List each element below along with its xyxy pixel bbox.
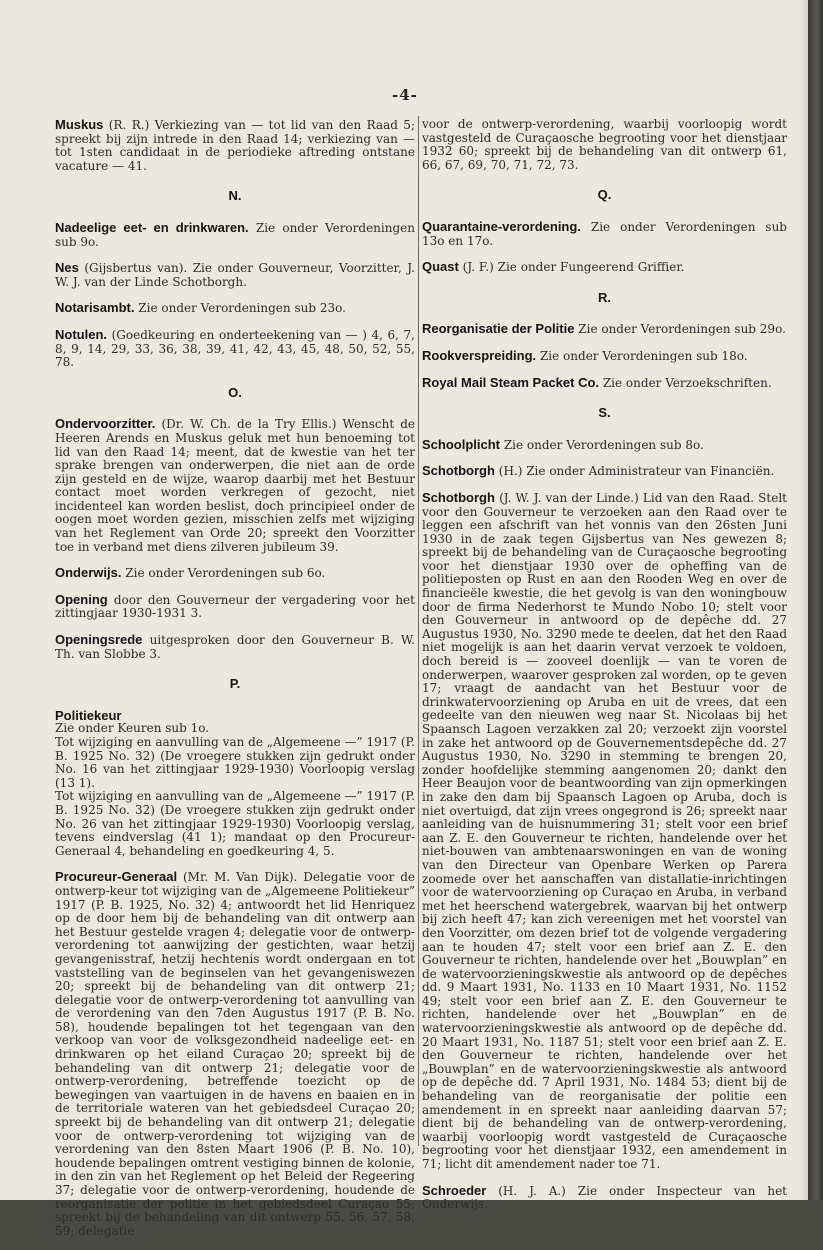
right-column	[422, 118, 787, 1224]
entry-text: (J. F.) Zie onder Fungeerend Griffier.	[462, 260, 685, 275]
index-entry	[55, 118, 415, 173]
entry-text: (Goedkeuring en onderteekening van — ) 4, 6, 7, 8, 9, 14, 29, 33, 36, 38, 39, 41, 42, 43, 45, 48, 50, 52, 55, 78.	[55, 327, 415, 370]
entry-term: Muskus	[55, 117, 104, 132]
entry-text: Zie onder Verzoekschriften.	[602, 375, 772, 390]
entry-text: Zie onder Verordeningen sub 23o.	[138, 301, 346, 316]
index-entry	[422, 220, 787, 248]
entry-term: Schoolplicht	[422, 436, 500, 452]
entry-term: Schotborgh	[422, 463, 495, 479]
entry-text: uitgesproken door den Gouverneur B. W. Th. van Slobbe 3.	[55, 633, 415, 661]
index-entry	[55, 417, 415, 554]
index-entry	[422, 491, 787, 1172]
entry-term: Royal Mail Steam Packet Co.	[422, 374, 600, 390]
entry-paragraph: Tot wijziging en aanvulling van de „Algemeene —” 1917 (P. B. 1925 No. 32) (De vroegere stukken zijn gedrukt onder No. 16 van het zittingjaar 1929-1930) Voorloopig verslag (13 1).	[55, 735, 415, 790]
section-letter: N.	[228, 188, 242, 204]
section-letter: Q.	[597, 187, 612, 203]
index-entry	[55, 566, 415, 581]
index-entry	[55, 328, 415, 370]
entry-text: (R. R.) Verkiezing van — tot lid van den Raad 5; spreekt bij zijn intrede in den Raad 14; verkiezing van — tot 1sten candidaat in de periodieke aftreding ontstane vacature — 41.	[55, 118, 415, 173]
section-letter: O.	[228, 384, 242, 400]
entry-text: Zie onder Verordeningen sub 18o.	[539, 348, 748, 363]
index-entry	[55, 870, 415, 1238]
index-entry	[422, 376, 787, 391]
index-entry	[422, 260, 787, 275]
entry-term: Onderwijs.	[55, 565, 122, 581]
entry-text: (Gijsbertus van). Zie onder Gouverneur, Voorzitter, J. W. J. van der Linde Schotborgh.	[55, 261, 415, 289]
entry-term: Ondervoorzitter.	[55, 416, 156, 432]
entry-term: Openingsrede	[55, 632, 143, 648]
index-entry	[55, 301, 415, 316]
entry-term: Reorganisatie der Politie	[422, 321, 575, 337]
index-entry	[422, 1184, 787, 1212]
column-divider	[418, 116, 419, 1146]
index-entry	[422, 438, 787, 453]
entry-term: Opening	[55, 591, 108, 607]
entry-term: Schotborgh	[422, 489, 495, 505]
entry-text: (Dr. W. Ch. de la Try Ellis.) Wenscht de Heeren Arends en Muskus geluk met hun benoeming tot lid van den Raad 14; meent, dat de kwestie van het ter sprake brengen van onderwerpen, die niet aan de orde zijn gesteld en de wijze, waarop daarbij met het Bestuur contact moet worden verkregen of gezocht, niet incidenteel kan worden beslist, doch principieel onder de oogen moet worden gezien, misschien zelfs met wijziging van het Reglement van Orde 20; spreekt den Voorzitter toe in verband met diens zilveren jubileum 39.	[55, 417, 415, 554]
index-entry	[422, 118, 787, 172]
entry-text: Zie onder Verordeningen sub 6o.	[125, 566, 326, 581]
index-entry	[55, 261, 415, 289]
entry-term: Notulen.	[55, 326, 107, 342]
entry-term: Quarantaine-verordening.	[422, 218, 581, 234]
index-entry	[55, 221, 415, 249]
entry-term: Quast	[422, 259, 459, 275]
index-entry	[55, 593, 415, 621]
entry-term: Nadeelige eet- en drinkwaren.	[55, 219, 249, 235]
entry-term: Schroeder	[422, 1182, 487, 1198]
left-column	[55, 118, 415, 1250]
section-letter: R.	[598, 289, 611, 305]
index-entry	[422, 322, 787, 337]
section-letter: P.	[229, 676, 241, 692]
index-entry	[422, 349, 787, 364]
section-letter: S.	[598, 405, 611, 421]
entry-paragraph: Tot wijziging en aanvulling van de „Algemeene —” 1917 (P. B. 1925 No. 32) (De vroegere stukken zijn gedrukt onder No. 26 van het zittingjaar 1929-1930) Voorloopig verslag, tevens eindverslag (41 1); mandaat op den Procureur-Generaal 4, behandeling en goedkeuring 4, 5.	[55, 789, 415, 858]
entry-text: Zie onder Verordeningen sub 9o.	[55, 220, 415, 249]
entry-text: (Mr. M. Van Dijk). Delegatie voor de ontwerp-keur tot wijziging van de „Algemeene Politiekeur” 1917 (P. B. 1925, No. 32) 4; antwoordt het lid Henriquez op de door hem bij de behandeling van dit ontwerp aan het Bestuur gestelde vragen 4; delegatie voor de ontwerp-verordening tot aanwijzing der gestichten, waar hetzij gevangenisstraf, hetzij hechtenis wordt ondergaan en tot vaststelling van de beginselen van het gevangeniswezen 20; spreekt bij de behandeling van dit ontwerp 21; delegatie voor de ontwerp-verordening tot aanvulling van de verordening van den 7den Augustus 1917 (P. B. No. 58), houdende bepalingen tot het tegengaan van den verkoop van voor de volksgezondheid nadeelige eet- en drinkwaren op het eiland Curaçao 20; spreekt bij de behandeling van dit ontwerp 21; delegatie voor de ontwerp-verordening, betreffende toezicht op de bewegingen van vaartuigen in de havens en baaien en in de territoriale wateren van het gebiedsdeel Curaçao 20; spreekt bij de behandeling van dit ontwerp 21; delegatie voor de ontwerp-verordening tot wijziging van de verordening van den 8sten Maart 1906 (P. B. No. 10), houdende bepalingen omtrent vestiging binnen de kolonie, in den zin van het Reglement op het Beleid der Regeering 37; delegatie voor de ontwerp-verordening, houdende de reorganisatie der politie in het gebiedsdeel Curaçao 55; spreekt bij de behandeling van dit ontwerp 55, 56, 57, 58, 59; delegatie	[55, 870, 415, 1238]
entry-text: Zie onder Verordeningen sub 29o.	[578, 322, 786, 337]
entry-term: Politiekeur	[55, 707, 122, 723]
entry-text: (H. J. A.) Zie onder Inspecteur van het Onderwijs.	[422, 1183, 787, 1212]
entry-term: Nes	[55, 260, 79, 276]
index-entry	[55, 633, 415, 661]
entry-text: (H.) Zie onder Administrateur van Financiën.	[498, 464, 775, 479]
index-entry	[422, 464, 787, 479]
entry-paragraph: Zie onder Keuren sub 1o.	[55, 721, 210, 736]
entry-term: Rookverspreiding.	[422, 347, 537, 363]
page-edge	[800, 0, 808, 1200]
book-binding	[808, 0, 823, 1200]
entry-term: Notarisambt.	[55, 300, 135, 316]
entry-text: (J. W. J. van der Linde.) Lid van den Raad. Stelt voor den Gouverneur te verzoeken aan den Raad over te leggen een afschrift van het vonnis van den 26sten Juni 1930 in de zaak tegen Gijsbertus van Nes gewezen 8; spreekt bij de behandeling van de Curaçaosche begrooting voor het dienstjaar 1930 over de opheffing van de politieposten op Rust en aan den Rooden Weg en over de financieële kwestie, die het gevolg is van den woningbouw door de firma Nederhorst te Mundo Nobo 10; stelt voor den Gouverneur in antwoord op de depêche dd. 27 Augustus 1930, No. 3290 mede te deelen, dat het den Raad niet mogelijk is aan het daarin vervat verzoek te voldoen, doch bereid is — zooveel doenlijk — van te voren de onderwerpen, waarover gesproken zal worden, op te geven 17; vraagt de aandacht van het Bestuur voor de drinkwatervoorziening op Aruba en uit de vrees, dat een gedeelte van den nieuwen weg naar St. Nicolaas bij het Spaansch Lagoen verzakken zal 20; verzoekt zijn voorstel in zake het antwoord op de Gouvernementsdepêche dd. 27 Augustus 1930, No. 3290 in stemming te brengen 20, zonder hoofdelijke stemming aangenomen 20; dankt den Heer Beaujon voor de beantwoording van zijn opmerkingen in zake den dam bij Spaansch Lagoen op Aruba, doch is niet overtuigd, dat zijn vrees ongegrond is 26; spreekt naar aanleiding van de huisnummering 31; stelt voor een brief aan Z. E. den Gouverneur te richten, handelende over het niet-bouwen van ambtenaarswoningen en van de woning van den Directeur van Openbare Werken op Parera zoomede over het aanschaffen van distallatie-inrichtingen voor de watervoorziening op Curaçao en Aruba, in verband met het heerschend watergebrek, waarvan bij het ontwerp bij zich heeft 47; kan zich vereenigen met het voorstel van den Voorzitter, om dezen brief tot de volgende vergadering aan te houden 47; stelt voor een brief aan Z. E. den Gouverneur te richten, handelende over het „Bouwplan” en de watervoorzieningskwestie als antwoord op de depêches dd. 9 Maart 1931, No. 1133 en 10 Maart 1931, No. 1152 49; stelt voor een brief aan Z. E. den Gouverneur te richten, handelende over het „Bouwplan” en de watervoorzieningskwestie als antwoord op de depêche dd. 20 Maart 1931, No. 1187 51; stelt voor een brief aan Z. E. den Gouverneur te richten, handelende over het „Bouwplan” en de watervoorzieningskwestie als antwoord op de depêche dd. 7 April 1931, No. 1484 53; dient bij de behandeling van de reorganisatie der politie een amendement in en spreekt naar aanleiding daarvan 57; dient bij de behandeling van de ontwerp-verordening, waarbij voorloopig wordt vastgesteld de Curaçaosche begrooting voor het dienstjaar 1932, een amendement in 71; licht dit amendement nader toe 71.	[422, 490, 787, 1171]
index-entry	[55, 709, 415, 859]
entry-text: Zie onder Verordeningen sub 13o en 17o.	[422, 219, 787, 248]
entry-text: door den Gouverneur der vergadering voor het zittingjaar 1930-1931 3.	[55, 592, 415, 621]
entry-text: voor de ontwerp-verordening, waarbij voorloopig wordt vastgesteld de Curaçaosche begrooting voor het dienstjaar 1932 60; spreekt bij de behandeling van dit ontwerp 61, 66, 67, 69, 70, 71, 72, 73.	[422, 117, 787, 172]
page-number: -4-	[392, 86, 418, 104]
entry-term: Procureur-Generaal	[55, 869, 178, 885]
entry-text: Zie onder Verordeningen sub 8o.	[503, 437, 704, 452]
